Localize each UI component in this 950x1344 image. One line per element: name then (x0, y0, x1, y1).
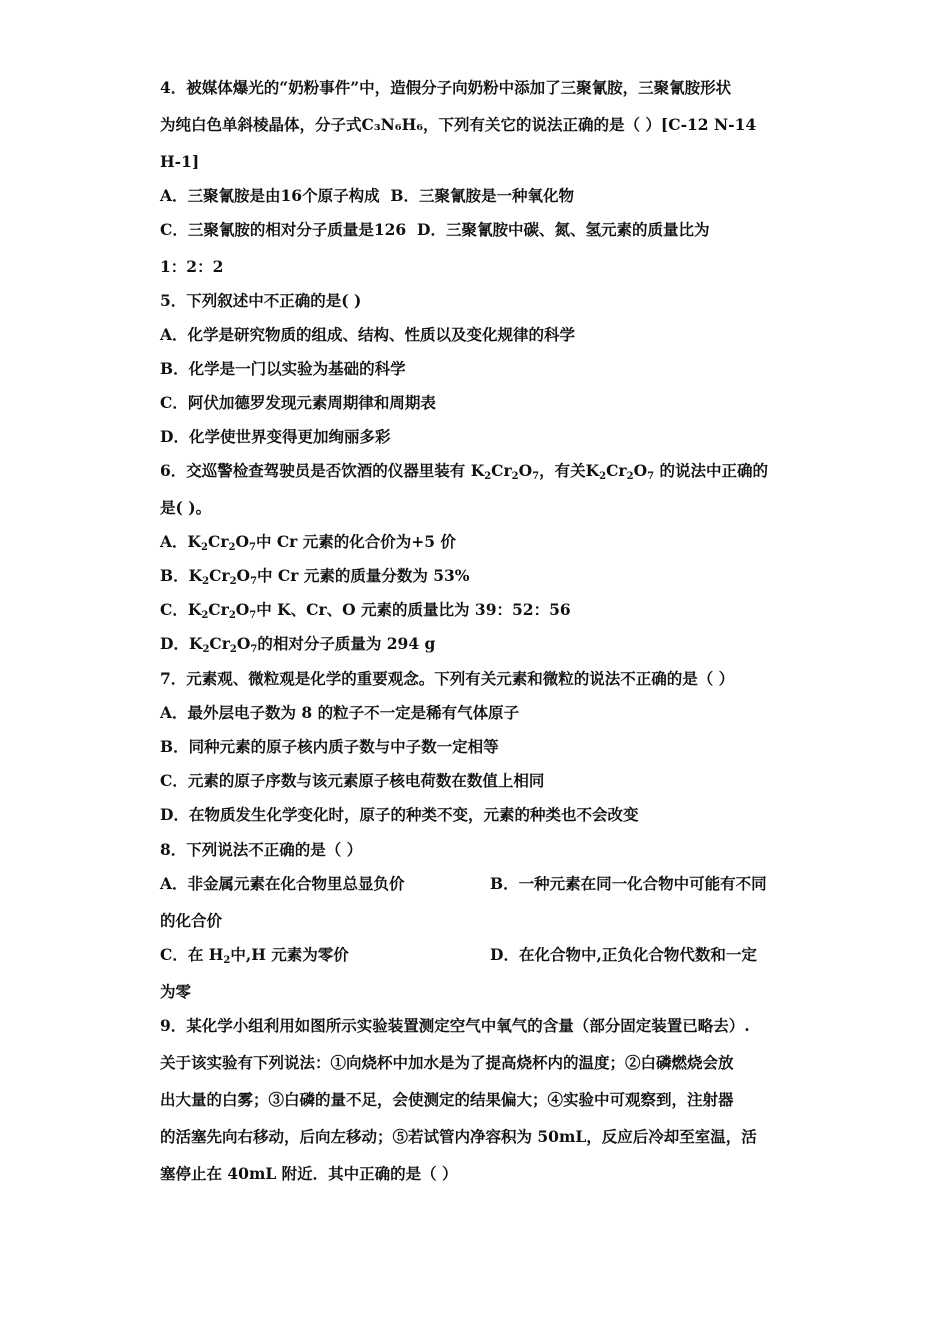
q9-stem-line3: 出大量的白雾；③白磷的量不足，会使测定的结果偏大；④实验中可观察到，注射器 (160, 1090, 734, 1109)
q4-stem-line2: 为纯白色单斜棱晶体，分子式C₃N₆H₆，下列有关它的说法正确的是（ ）[C-12 N-14 (160, 115, 757, 134)
q4-option-d: D．三聚氰胺中碳、氮、氢元素的质量比为 (417, 220, 710, 239)
q4-option-d-cont: 1：2：2 (160, 257, 224, 276)
q7-option-a: A．最外层电子数为 8 的粒子不一定是稀有气体原子 (160, 703, 520, 722)
q6-option-b: B．$K_2Cr_2O_7$中 Cr 元素的质量分数为 53% (160, 566, 470, 587)
q6-stem-line2: 是( )。 (160, 498, 212, 517)
q9-stem-line5: 塞停止在 40mL 附近．其中正确的是（ ） (160, 1164, 458, 1183)
q8-option-d-cont: 为零 (160, 982, 192, 1001)
q8-stem: 8．下列说法不正确的是（ ） (160, 840, 363, 859)
q5-option-c: C．阿伏加德罗发现元素周期律和周期表 (160, 393, 436, 412)
q6-option-a: A．$K_2Cr_2O_7$中 Cr 元素的化合价为+5 价 (160, 532, 456, 553)
q6-option-d: D．$K_2Cr_2O_7$的相对分子质量为 294 g (160, 634, 436, 655)
q4-option-a: A．三聚氰胺是由16个原子构成 (160, 186, 380, 205)
q4-options-cd (160, 220, 709, 240)
formula-k2cr2o7: $K_2Cr_2O_7$ (585, 461, 655, 482)
q7-stem: 7．元素观、微粒观是化学的重要观念。下列有关元素和微粒的说法不正确的是（ ） (160, 669, 735, 688)
q4-stem-line3: H-1] (160, 152, 200, 171)
q8-options-cd (160, 945, 800, 965)
q5-stem: 5．下列叙述中不正确的是( ) (160, 291, 362, 310)
q7-option-d: D．在物质发生化学变化时，原子的种类不变，元素的种类也不会改变 (160, 805, 639, 824)
q9-stem-line2: 关于该实验有下列说法：①向烧杯中加水是为了提高烧杯内的温度；②白磷燃烧会放 (160, 1053, 734, 1072)
formula-k2cr2o7: $K_2Cr_2O_7$ (187, 600, 257, 621)
q8-options-ab (160, 874, 800, 894)
q4-option-c: C．三聚氰胺的相对分子质量是126 (160, 220, 407, 239)
q8-option-c: C．在 $H_2$中,H 元素为零价 (160, 945, 349, 966)
q7-option-b: B．同种元素的原子核内质子数与中子数一定相等 (160, 737, 499, 756)
q5-option-b: B．化学是一门以实验为基础的科学 (160, 359, 406, 378)
q6-stem-line1: 6．交巡警检查驾驶员是否饮酒的仪器里装有 $K_2Cr_2O_7$，有关$K_2Cr_2O_7$ 的说法中正确的 (160, 461, 768, 482)
q6-option-c: C．$K_2Cr_2O_7$中 K、Cr、O 元素的质量比为 39：52：56 (160, 600, 571, 621)
q4-stem-line1: 4．被媒体爆光的“奶粉事件”中，造假分子向奶粉中添加了三聚氰胺，三聚氰胺形状 (160, 78, 732, 97)
q8-option-d: D．在化合物中,正负化合物代数和一定 (490, 945, 757, 964)
q7-option-c: C．元素的原子序数与该元素原子核电荷数在数值上相同 (160, 771, 545, 790)
q8-option-b: B．一种元素在同一化合物中可能有不同 (490, 874, 767, 893)
q9-stem-line4: 的活塞先向右移动，后向左移动；⑤若试管内净容积为 50mL，反应后冷却至室温，活 (160, 1127, 757, 1146)
q5-option-d: D．化学使世界变得更加绚丽多彩 (160, 427, 391, 446)
formula-k2cr2o7: $K_2Cr_2O_7$ (188, 566, 258, 587)
q9-stem-line1: 9．某化学小组利用如图所示实验装置测定空气中氧气的含量（部分固定装置已略去）. (160, 1016, 750, 1035)
q4-option-b: B．三聚氰胺是一种氧化物 (390, 186, 575, 205)
q8-option-a: A．非金属元素在化合物里总显负价 (160, 874, 405, 893)
formula-k2cr2o7: $K_2Cr_2O_7$ (187, 532, 256, 553)
q4-options-ab (160, 186, 574, 206)
formula-k2cr2o7: $K_2Cr_2O_7$ (188, 634, 258, 655)
q8-option-b-cont: 的化合价 (160, 911, 223, 930)
q5-option-a: A．化学是研究物质的组成、结构、性质以及变化规律的科学 (160, 325, 576, 344)
formula-k2cr2o7: $K_2Cr_2O_7$ (470, 461, 540, 482)
